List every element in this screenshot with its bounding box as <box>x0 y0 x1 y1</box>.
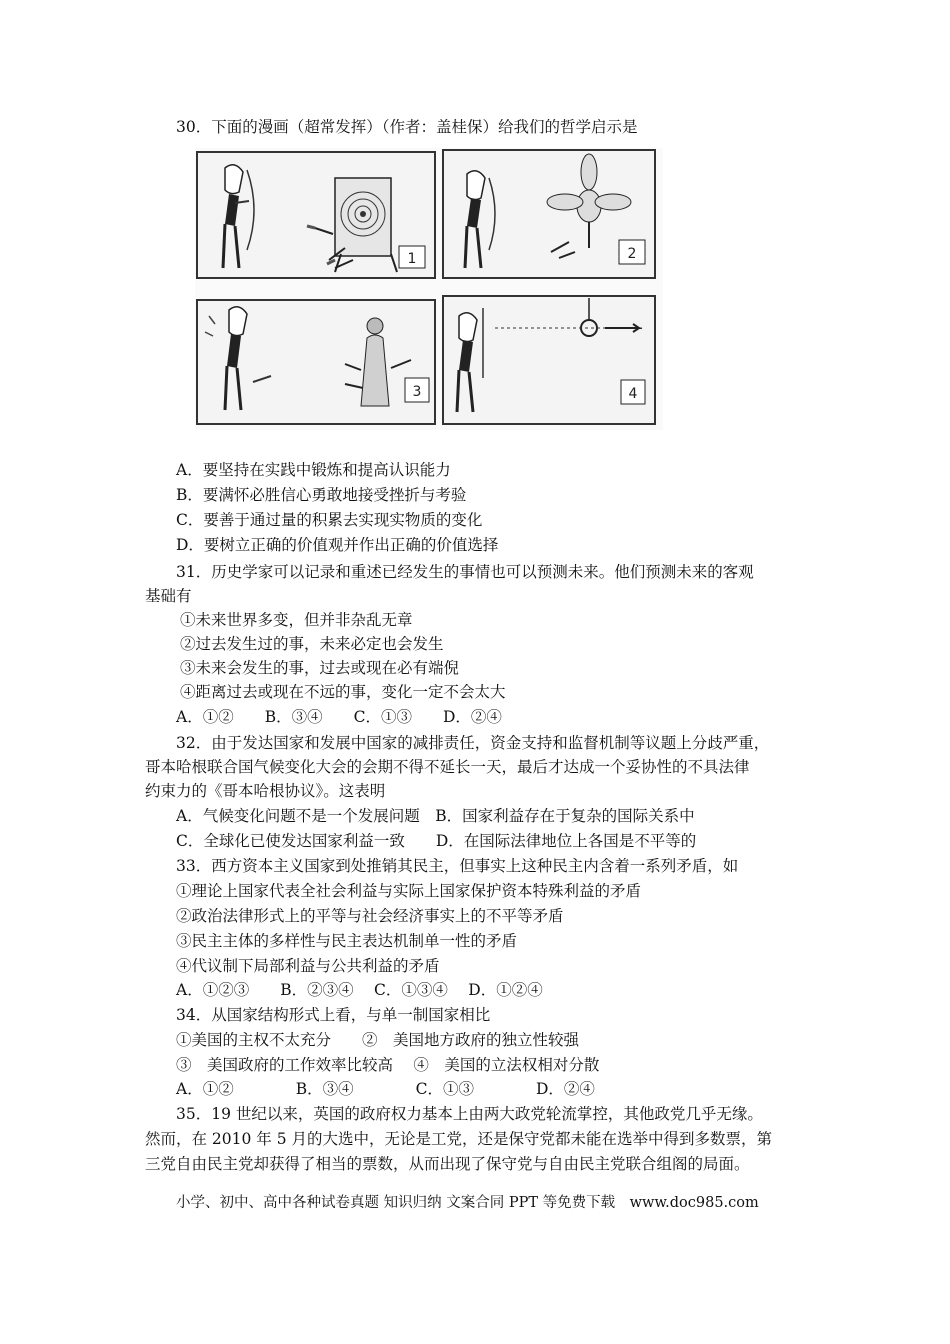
q30-option-d: D．要树立正确的价值观并作出正确的价值选择 <box>176 536 499 554</box>
q31-item-2: ②过去发生过的事，未来必定也会发生 <box>180 635 444 653</box>
q33-item-1: ①理论上国家代表全社会利益与实际上国家保护资本特殊利益的矛盾 <box>176 882 642 900</box>
q32-stem-line3: 约束力的《哥本哈根协议》。这表明 <box>145 782 386 800</box>
q35-stem-line2: 然而，在 2010 年 5 月的大选中，无论是工党，还是保守党都未能在选举中得到多数票，第 <box>145 1130 773 1148</box>
panel-label-2: 2 <box>627 246 637 262</box>
q30-option-b: B．要满怀必胜信心勇敢地接受挫折与考验 <box>176 486 467 504</box>
q32-options-row1: A．气候变化问题不是一个发展问题 B．国家利益存在于复杂的国际关系中 <box>176 807 695 825</box>
q33-item-4: ④代议制下局部利益与公共利益的矛盾 <box>176 957 440 975</box>
panel-label-4: 4 <box>628 386 638 402</box>
q31-item-3: ③未来会发生的事，过去或现在必有端倪 <box>180 659 460 677</box>
page-footer: 小学、初中、高中各种试卷真题 知识归纳 文案合同 PPT 等免费下载 www.doc985.com <box>176 1195 759 1211</box>
panel-label-3: 3 <box>412 384 422 400</box>
q31-stem-line1: 31．历史学家可以记录和重述已经发生的事情也可以预测未来。他们预测未来的客观 <box>176 563 754 581</box>
q31-stem-line2: 基础有 <box>145 587 192 605</box>
q30-option-a: A．要坚持在实践中锻炼和提高认识能力 <box>176 461 451 479</box>
q31-choices: A．①② B．③④ C．①③ D．②④ <box>176 708 502 726</box>
q34-items-row2: ③ 美国政府的工作效率比较高 ④ 美国的立法权相对分散 <box>176 1056 600 1074</box>
cartoon-figure <box>195 148 663 430</box>
q32-options-row2: C．全球化已使发达国家利益一致 D．在国际法律地位上各国是不平等的 <box>176 832 697 850</box>
q32-stem-line1: 32．由于发达国家和发展中国家的减排责任，资金支持和监督机制等议题上分歧严重， <box>176 734 770 752</box>
q33-stem: 33．西方资本主义国家到处推销其民主，但事实上这种民主内含着一系列矛盾，如 <box>176 857 739 875</box>
q30-option-c: C．要善于通过量的积累去实现实物质的变化 <box>176 511 483 529</box>
q33-item-3: ③民主主体的多样性与民主表达机制单一性的矛盾 <box>176 932 518 950</box>
cartoon-panel-2 <box>443 150 655 278</box>
q31-item-1: ①未来世界多变，但并非杂乱无章 <box>180 611 413 629</box>
cartoon-panel-1 <box>197 152 435 278</box>
q34-items-row1: ①美国的主权不太充分 ② 美国地方政府的独立性较强 <box>176 1031 580 1049</box>
cartoon-panel-3 <box>197 300 435 424</box>
q30-stem: 30．下面的漫画（超常发挥）（作者：盖桂保）给我们的哲学启示是 <box>176 118 638 136</box>
q35-stem-line3: 三党自由民主党却获得了相当的票数，从而出现了保守党与自由民主党联合组阁的局面。 <box>145 1155 750 1173</box>
q31-item-4: ④距离过去或现在不远的事，变化一定不会太大 <box>180 683 506 701</box>
q33-choices: A．①②③ B．②③④ C．①③④ D．①②④ <box>176 981 543 999</box>
q35-stem-line1: 35．19 世纪以来，英国的政府权力基本上由两大政党轮流掌控，其他政党几乎无缘。 <box>176 1105 763 1123</box>
panel-label-1: 1 <box>407 251 417 267</box>
cartoon-panel-4 <box>443 296 655 424</box>
q32-stem-line2: 哥本哈根联合国气候变化大会的会期不得不延长一天，最后才达成一个妥协性的不具法律 <box>145 758 750 776</box>
q34-choices: A．①② B．③④ C．①③ D．②④ <box>176 1080 595 1098</box>
q34-stem: 34．从国家结构形式上看，与单一制国家相比 <box>176 1006 491 1024</box>
q33-item-2: ②政治法律形式上的平等与社会经济事实上的不平等矛盾 <box>176 907 564 925</box>
